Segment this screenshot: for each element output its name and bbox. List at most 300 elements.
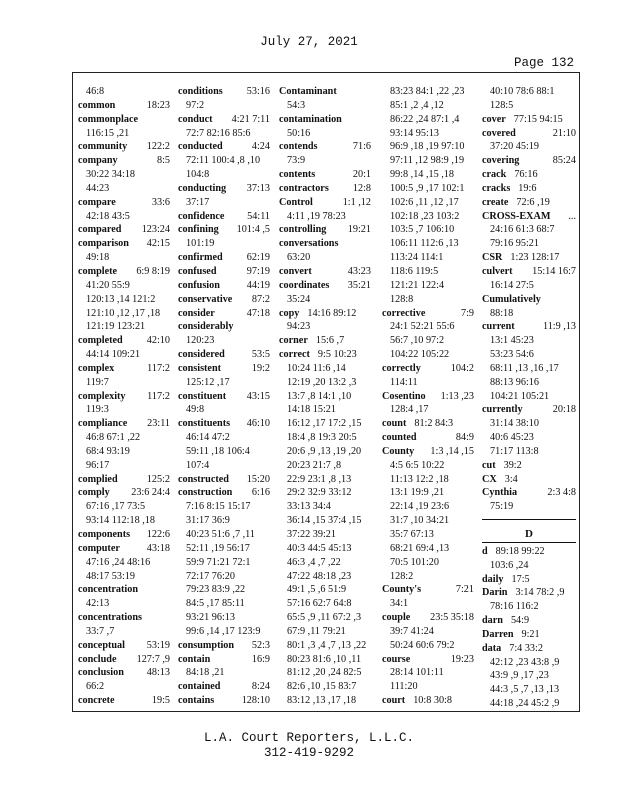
index-entry bbox=[178, 210, 270, 224]
index-continuation-line bbox=[482, 376, 576, 390]
index-continuation-line bbox=[178, 666, 270, 680]
page-line-references: 8:24 bbox=[251, 681, 270, 693]
page-line-references: 3:14 78:2 ,9 bbox=[515, 587, 565, 599]
page-line-references: 37:20 45:19 bbox=[490, 141, 539, 153]
index-term: confusion bbox=[178, 279, 220, 291]
page-line-references: 35:7 67:13 bbox=[390, 529, 434, 540]
page-line-references: 17:5 bbox=[511, 573, 530, 585]
index-entry bbox=[178, 417, 270, 431]
index-continuation-line bbox=[482, 559, 576, 573]
index-continuation-line bbox=[178, 99, 270, 113]
index-term: complied bbox=[78, 473, 118, 485]
page-line-references: 13:1 45:23 bbox=[490, 335, 534, 347]
index-continuation-line bbox=[482, 99, 576, 113]
page-line-references: 97:2 bbox=[186, 99, 205, 111]
page-line-references: 125:12 ,17 bbox=[186, 376, 230, 388]
index-continuation-line bbox=[279, 210, 371, 224]
page-line-references: 20:23 21:7 ,8 bbox=[287, 459, 342, 471]
index-entry bbox=[279, 348, 371, 362]
index-entry bbox=[78, 99, 170, 113]
index-continuation-line bbox=[382, 113, 474, 127]
index-entry bbox=[178, 320, 270, 334]
index-term: coordinates bbox=[279, 279, 330, 291]
index-entry bbox=[279, 196, 371, 210]
page-line-references: 36:14 ,15 37:4 ,15 bbox=[287, 515, 362, 527]
index-term: daily bbox=[482, 573, 504, 585]
index-continuation-line bbox=[382, 140, 474, 154]
page-line-references: 13:1 19:9 ,21 bbox=[390, 487, 445, 499]
index-continuation-line bbox=[382, 680, 474, 694]
index-continuation-line bbox=[482, 656, 576, 670]
index-term: complexity bbox=[78, 390, 126, 402]
index-continuation-line bbox=[382, 597, 474, 611]
index-entry bbox=[382, 390, 474, 404]
index-continuation-line bbox=[279, 320, 371, 334]
index-continuation-line bbox=[279, 376, 371, 390]
index-term: constituent bbox=[178, 390, 227, 402]
index-entry bbox=[279, 113, 371, 127]
index-column-2 bbox=[178, 85, 270, 709]
section-divider bbox=[482, 514, 576, 528]
page-line-references: 128:2 bbox=[390, 570, 414, 582]
index-continuation-line bbox=[382, 556, 474, 570]
index-continuation-line bbox=[279, 459, 371, 473]
index-continuation-line bbox=[78, 320, 170, 334]
page-line-references: 128:8 bbox=[390, 293, 414, 305]
page-line-references: 31:7 ,10 34:21 bbox=[390, 515, 450, 527]
index-entry bbox=[78, 334, 170, 348]
index-continuation-line bbox=[382, 459, 474, 473]
index-continuation-line bbox=[178, 403, 270, 417]
index-term: copy bbox=[279, 307, 300, 319]
index-frame bbox=[72, 72, 580, 712]
index-continuation-line bbox=[178, 542, 270, 556]
index-term: couple bbox=[382, 612, 411, 624]
index-column-1 bbox=[78, 85, 170, 709]
page-line-references: 6:16 bbox=[251, 487, 270, 499]
index-term: Contaminant bbox=[279, 86, 337, 97]
page-line-references: 83:23 84:1 ,22 ,23 bbox=[390, 86, 465, 97]
index-term: CROSS-EXAM bbox=[482, 210, 551, 222]
index-entry bbox=[279, 307, 371, 321]
page-line-references: 106:11 112:6 ,13 bbox=[390, 238, 459, 250]
page-line-references: 72:11 100:4 ,8 ,10 bbox=[186, 155, 261, 167]
index-continuation-line bbox=[382, 528, 474, 542]
page-line-references: 120:13 ,14 121:2 bbox=[86, 293, 156, 305]
index-entry bbox=[78, 694, 170, 708]
index-entry bbox=[482, 614, 576, 628]
index-term: Cynthia bbox=[482, 487, 518, 499]
index-entry bbox=[78, 542, 170, 556]
index-entry bbox=[78, 362, 170, 376]
index-continuation-line bbox=[178, 376, 270, 390]
index-continuation-line bbox=[382, 473, 474, 487]
page-line-references: 30:22 34:18 bbox=[86, 169, 135, 181]
index-continuation-line bbox=[279, 653, 371, 667]
index-term: compare bbox=[78, 196, 116, 208]
index-term: Cosentino bbox=[382, 390, 426, 402]
page-line-references: 53:23 54:6 bbox=[490, 349, 534, 361]
page-line-references: 93:14 95:13 bbox=[390, 127, 439, 139]
page-line-references: 8:5 bbox=[156, 155, 170, 167]
page-line-references: 102:6 ,11 ,12 ,17 bbox=[390, 196, 459, 208]
page-line-references: 75:19 bbox=[490, 501, 514, 513]
section-letter: D bbox=[482, 528, 576, 543]
page-line-references: 104:21 105:21 bbox=[490, 390, 550, 402]
page-line-references: 1:3 ,14 ,15 bbox=[430, 445, 474, 457]
page-line-references: 128:5 bbox=[490, 99, 514, 111]
page-line-references: 3:4 bbox=[504, 473, 518, 485]
page-line-references: 9:5 10:23 bbox=[317, 349, 357, 361]
page-line-references: 99:6 ,14 ,17 123:9 bbox=[186, 625, 261, 637]
index-continuation-line bbox=[382, 403, 474, 417]
page-line-references: 33:6 bbox=[151, 196, 170, 208]
page-line-references: 20:18 bbox=[552, 404, 576, 416]
index-continuation-line bbox=[279, 293, 371, 307]
index-entry bbox=[78, 528, 170, 542]
index-term: convert bbox=[279, 265, 312, 277]
page-line-references: 49:1 ,5 ,6 51:9 bbox=[287, 584, 347, 596]
index-continuation-line bbox=[78, 210, 170, 224]
page-line-references: 56:7 ,10 97:2 bbox=[390, 335, 445, 347]
index-entry bbox=[382, 611, 474, 625]
index-continuation-line bbox=[279, 500, 371, 514]
index-continuation-line bbox=[78, 445, 170, 459]
index-term: darn bbox=[482, 615, 503, 627]
index-continuation-line bbox=[382, 625, 474, 639]
page-line-references: 44:18 ,24 45:2 ,9 bbox=[490, 698, 560, 709]
page-line-references: 14:16 89:12 bbox=[307, 307, 357, 319]
page-line-references: 52:3 bbox=[251, 639, 270, 651]
page-line-references: 7:21 bbox=[455, 584, 474, 596]
index-continuation-line bbox=[482, 390, 576, 404]
page-line-references: 24:16 61:3 68:7 bbox=[490, 224, 555, 236]
index-term: comply bbox=[78, 487, 110, 499]
index-term: Darren bbox=[482, 628, 514, 640]
index-continuation-line bbox=[482, 279, 576, 293]
index-continuation-line bbox=[382, 500, 474, 514]
index-term: company bbox=[78, 155, 118, 167]
index-continuation-line bbox=[279, 99, 371, 113]
index-entry bbox=[178, 85, 270, 99]
index-entry bbox=[382, 307, 474, 321]
index-continuation-line bbox=[482, 683, 576, 697]
page-line-references: 87:2 bbox=[251, 293, 270, 305]
index-continuation-line bbox=[279, 445, 371, 459]
page-line-references: 117:2 bbox=[147, 390, 170, 402]
index-continuation-line bbox=[279, 556, 371, 570]
index-continuation-line bbox=[279, 486, 371, 500]
index-continuation-line bbox=[482, 600, 576, 614]
index-continuation-line bbox=[482, 417, 576, 431]
index-continuation-line bbox=[78, 500, 170, 514]
index-entry bbox=[482, 113, 576, 127]
page-line-references: 35:21 bbox=[347, 279, 371, 291]
index-continuation-line bbox=[178, 583, 270, 597]
page-line-references: 128:10 bbox=[241, 695, 270, 707]
index-continuation-line bbox=[178, 445, 270, 459]
index-continuation-line bbox=[382, 334, 474, 348]
page-line-references: 76:16 bbox=[514, 169, 538, 181]
index-continuation-line bbox=[382, 196, 474, 210]
index-term: consumption bbox=[178, 639, 235, 651]
page-line-references: 59:9 71:21 72:1 bbox=[186, 556, 251, 568]
page-line-references: 123:24 bbox=[141, 224, 170, 236]
page-line-references: 53:19 bbox=[146, 639, 170, 651]
index-continuation-line bbox=[382, 251, 474, 265]
index-continuation-line bbox=[178, 127, 270, 141]
index-entry bbox=[482, 573, 576, 587]
page-line-references: 71:17 113:8 bbox=[490, 445, 539, 457]
index-entry bbox=[482, 196, 576, 210]
page-line-references: 14:18 15:21 bbox=[287, 404, 336, 416]
index-term: count bbox=[382, 418, 407, 430]
page-line-references: 122:2 bbox=[146, 141, 170, 153]
page-line-references: 65:5 ,9 ,11 67:2 ,3 bbox=[287, 612, 362, 624]
index-continuation-line bbox=[279, 154, 371, 168]
page-line-references: 46:8 bbox=[86, 86, 105, 97]
index-continuation-line bbox=[279, 542, 371, 556]
page-line-references: 23:6 24:4 bbox=[131, 487, 170, 499]
index-continuation-line bbox=[78, 251, 170, 265]
page-line-references: 67:16 ,17 73:5 bbox=[86, 501, 146, 513]
page-line-references: 43:18 bbox=[146, 542, 170, 554]
index-term: conservative bbox=[178, 293, 233, 305]
page-line-references: 43:9 ,9 ,17 ,23 bbox=[490, 670, 549, 682]
page-line-references: 48:17 53:19 bbox=[86, 570, 135, 582]
page-line-references: 104:8 bbox=[186, 169, 210, 181]
page-line-references: 35:24 bbox=[287, 293, 311, 305]
page-line-references: 113:24 114:1 bbox=[390, 252, 444, 264]
page-line-references: 12:8 bbox=[352, 182, 371, 194]
page-line-references: 43:15 bbox=[246, 390, 270, 402]
index-continuation-line bbox=[178, 237, 270, 251]
index-continuation-line bbox=[279, 597, 371, 611]
index-continuation-line bbox=[279, 251, 371, 265]
index-entry bbox=[482, 642, 576, 656]
page-line-references: 2:3 4:8 bbox=[547, 487, 576, 499]
page-line-references: 1:23 128:17 bbox=[510, 252, 560, 264]
index-term: data bbox=[482, 642, 502, 654]
index-continuation-line bbox=[78, 348, 170, 362]
index-entry bbox=[279, 265, 371, 279]
index-entry bbox=[482, 293, 576, 307]
index-continuation-line bbox=[382, 514, 474, 528]
header-page-number: Page 132 bbox=[513, 56, 574, 70]
index-term: Control bbox=[279, 196, 313, 208]
index-term: conducting bbox=[178, 182, 227, 194]
index-continuation-line bbox=[178, 500, 270, 514]
page-line-references: 47:18 bbox=[246, 307, 270, 319]
page-line-references: 22:9 23:1 ,8 ,13 bbox=[287, 473, 352, 485]
page-line-references: 4:11 ,19 78:23 bbox=[287, 210, 346, 222]
index-continuation-line bbox=[279, 390, 371, 404]
index-entry bbox=[178, 362, 270, 376]
index-term: CX bbox=[482, 473, 497, 485]
index-continuation-line bbox=[279, 625, 371, 639]
page-line-references: 46:3 ,4 ,7 ,22 bbox=[287, 556, 341, 568]
page-line-references: 118:6 119:5 bbox=[390, 265, 439, 277]
index-entry bbox=[178, 639, 270, 653]
index-term: components bbox=[78, 529, 131, 540]
index-term: computer bbox=[78, 542, 120, 554]
page-line-references: 83:12 ,13 ,17 ,18 bbox=[287, 695, 357, 707]
index-entry bbox=[78, 653, 170, 667]
page-line-references: 9:21 bbox=[521, 628, 540, 640]
index-continuation-line bbox=[279, 528, 371, 542]
divider-rule bbox=[482, 519, 576, 520]
index-entry bbox=[78, 140, 170, 154]
index-entry bbox=[482, 473, 576, 487]
page-line-references: 127:7 ,9 bbox=[136, 653, 170, 665]
page-line-references: 80:23 81:6 ,10 ,11 bbox=[287, 653, 362, 665]
index-entry bbox=[279, 140, 371, 154]
index-term: considerably bbox=[178, 321, 234, 333]
index-entry bbox=[78, 583, 170, 597]
index-term: concrete bbox=[78, 695, 115, 707]
page-line-references: 54:9 bbox=[510, 615, 530, 627]
index-entry bbox=[178, 279, 270, 293]
header-date: July 27, 2021 bbox=[260, 35, 358, 49]
page-line-references: 43:23 bbox=[347, 265, 371, 277]
index-continuation-line bbox=[279, 611, 371, 625]
page-line-references: 49:18 bbox=[86, 252, 110, 264]
page-line-references: 40:10 78:6 88:1 bbox=[490, 86, 555, 97]
index-term: counted bbox=[382, 432, 417, 444]
index-continuation-line bbox=[78, 168, 170, 182]
page-line-references: 93:14 112:18 ,18 bbox=[86, 515, 155, 527]
index-term: constructed bbox=[178, 473, 229, 485]
index-entry bbox=[178, 694, 270, 708]
page-line-references: 46:14 47:2 bbox=[186, 432, 230, 444]
index-continuation-line bbox=[482, 85, 576, 99]
index-term: complete bbox=[78, 265, 118, 277]
page-line-references: 1:1 ,12 bbox=[342, 196, 371, 208]
index-continuation-line bbox=[78, 279, 170, 293]
page-line-references: 96:9 ,18 ,19 97:10 bbox=[390, 141, 465, 153]
page-line-references: 15:20 bbox=[246, 473, 270, 485]
index-continuation-line bbox=[178, 196, 270, 210]
index-entry bbox=[78, 223, 170, 237]
page-line-references: 40:3 44:5 45:13 bbox=[287, 542, 352, 554]
index-term: covering bbox=[482, 155, 520, 167]
page-line-references: 28:14 101:11 bbox=[390, 667, 444, 679]
page-line-references: 96:17 bbox=[86, 459, 110, 471]
index-term: contamination bbox=[279, 113, 342, 125]
index-entry bbox=[482, 210, 576, 224]
index-entry bbox=[482, 403, 576, 417]
page-line-references: 47:22 48:18 ,23 bbox=[287, 570, 352, 582]
page-line-references: 21:10 bbox=[552, 127, 576, 139]
page-line-references: 99:8 ,14 ,15 ,18 bbox=[390, 169, 454, 181]
index-term: compliance bbox=[78, 418, 128, 430]
page-line-references: 103:5 ,7 106:10 bbox=[390, 224, 455, 236]
index-entry bbox=[382, 417, 474, 431]
index-entry bbox=[178, 486, 270, 500]
index-continuation-line bbox=[78, 376, 170, 390]
page-line-references: 82:6 ,10 ,15 83:7 bbox=[287, 681, 357, 693]
index-continuation-line bbox=[382, 85, 474, 99]
page-line-references: 44:3 ,5 ,7 ,13 ,13 bbox=[490, 684, 560, 696]
index-continuation-line bbox=[482, 307, 576, 321]
index-entry bbox=[178, 653, 270, 667]
index-term: County bbox=[382, 445, 415, 457]
page-line-references: 42:18 43:5 bbox=[86, 210, 130, 222]
index-entry bbox=[78, 196, 170, 210]
page-line-references: 47:16 ,24 48:16 bbox=[86, 556, 151, 568]
index-entry bbox=[78, 154, 170, 168]
index-entry bbox=[382, 694, 474, 708]
footer-company: L.A. Court Reporters, L.L.C. bbox=[203, 731, 415, 745]
index-term: concentrations bbox=[78, 612, 142, 624]
page-line-references: 50:24 60:6 79:2 bbox=[390, 639, 455, 651]
page-line-references: 97:11 ,12 98:9 ,19 bbox=[390, 155, 465, 167]
page-line-references: 100:5 ,9 ,17 102:1 bbox=[390, 182, 465, 194]
page-line-references: 104:2 bbox=[450, 362, 474, 374]
page-line-references: 37:13 bbox=[246, 182, 270, 194]
index-term: course bbox=[382, 653, 411, 665]
page-line-references: 81:12 ,20 ,24 82:5 bbox=[287, 667, 362, 679]
index-entry bbox=[78, 473, 170, 487]
index-term: completed bbox=[78, 335, 123, 347]
page-line-references: 18:4 ,8 19:3 20:5 bbox=[287, 432, 357, 444]
index-continuation-line bbox=[178, 556, 270, 570]
index-term: conclude bbox=[78, 653, 117, 665]
index-continuation-line bbox=[382, 168, 474, 182]
page-line-references: 42:13 bbox=[86, 598, 110, 610]
page-line-references: 39:7 41:24 bbox=[390, 625, 434, 637]
page-line-references: 23:5 35:18 bbox=[430, 612, 474, 624]
index-continuation-line bbox=[482, 223, 576, 237]
index-entry bbox=[78, 666, 170, 680]
page-line-references: 89:18 99:22 bbox=[495, 545, 545, 557]
index-column-5 bbox=[482, 85, 576, 709]
page-line-references: 119:7 bbox=[86, 376, 109, 388]
index-entry bbox=[279, 182, 371, 196]
page-line-references: 84:18 ,21 bbox=[186, 667, 225, 679]
index-term: crack bbox=[482, 169, 507, 181]
page-line-references: 72:17 76:20 bbox=[186, 570, 235, 582]
index-term: covered bbox=[482, 127, 516, 139]
page-line-references: 62:19 bbox=[246, 252, 270, 264]
index-continuation-line bbox=[78, 556, 170, 570]
page-line-references: 72:6 ,19 bbox=[516, 196, 550, 208]
index-continuation-line bbox=[78, 570, 170, 584]
index-term: controlling bbox=[279, 224, 327, 236]
index-term: contends bbox=[279, 141, 318, 153]
index-continuation-line bbox=[382, 182, 474, 196]
index-entry bbox=[382, 653, 474, 667]
index-entry bbox=[482, 586, 576, 600]
index-term: cracks bbox=[482, 182, 511, 194]
page-line-references: 19:6 bbox=[518, 182, 537, 194]
index-continuation-line bbox=[279, 473, 371, 487]
page-line-references: 68:4 93:19 bbox=[86, 445, 130, 457]
index-term: conducted bbox=[178, 141, 223, 153]
page-line-references: 103:6 ,24 bbox=[490, 559, 529, 571]
index-term: consider bbox=[178, 307, 215, 319]
page-line-references: 16:14 27:5 bbox=[490, 279, 534, 291]
index-entry bbox=[482, 545, 576, 559]
index-entry bbox=[482, 154, 576, 168]
index-continuation-line bbox=[382, 293, 474, 307]
page-line-references: 97:19 bbox=[246, 265, 270, 277]
index-term: consistent bbox=[178, 362, 222, 374]
index-term: confirmed bbox=[178, 252, 223, 264]
page-line-references: 37:22 39:21 bbox=[287, 529, 336, 540]
page-line-references: 94:23 bbox=[287, 321, 311, 333]
page-line-references: 44:19 bbox=[246, 279, 270, 291]
